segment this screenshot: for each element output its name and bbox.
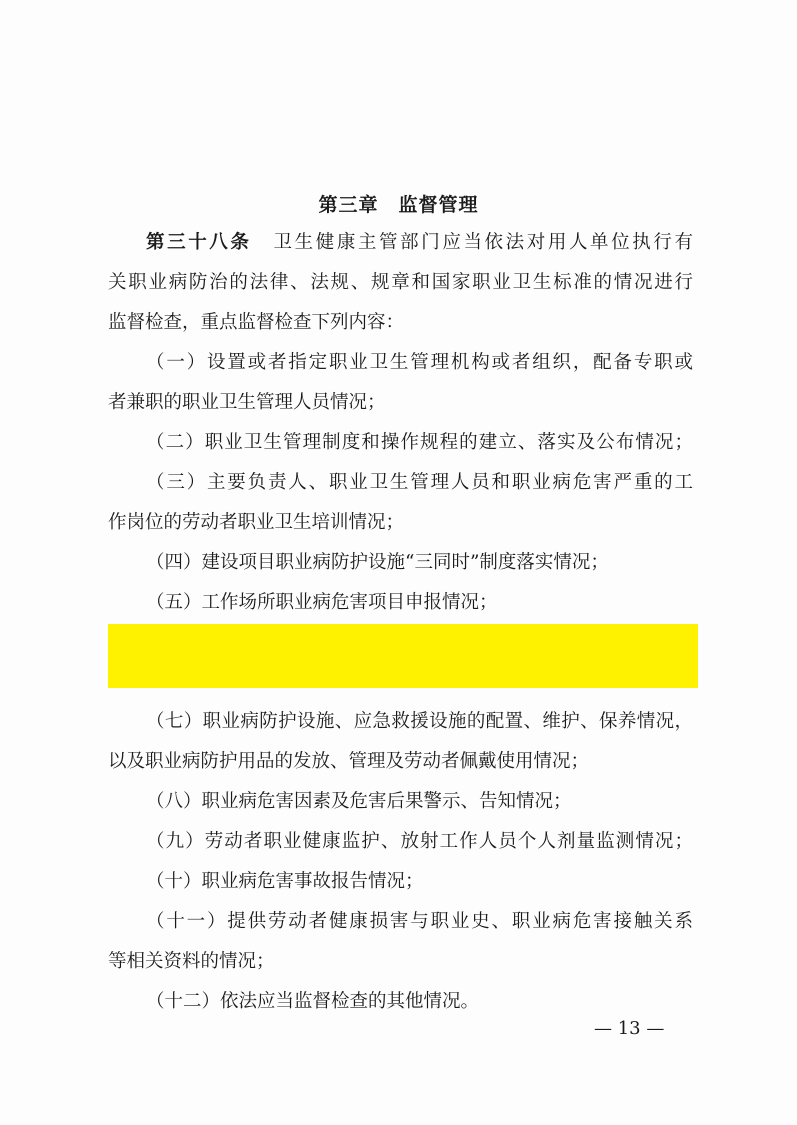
chapter-title: 第三章 监督管理: [318, 194, 479, 216]
item-7-line-2: 以及职业病防护用品的发放、管理及劳动者佩戴使用情况；: [108, 751, 590, 772]
article-intro-text-1: 卫生健康主管部门应当依法对用人单位执行有: [273, 232, 693, 253]
item-9: （九）劳动者职业健康监护、放射工作人员个人剂量监测情况；: [146, 831, 693, 852]
article-intro-line-2: 关职业病防治的法律、法规、规章和国家职业卫生标准的情况进行: [108, 272, 693, 293]
article-number: 第三十八条: [146, 232, 252, 253]
item-11-line-1: （十一）提供劳动者健康损害与职业史、职业病危害接触关系: [146, 911, 693, 932]
page-number: — 13 —: [594, 1018, 665, 1039]
item-1-line-2: 者兼职的职业卫生管理人员情况；: [108, 392, 386, 413]
item-3-line-1: （三）主要负责人、职业卫生管理人员和职业病危害严重的工: [146, 472, 693, 493]
item-11-line-2: 等相关资料的情况；: [108, 951, 275, 972]
item-10: （十）职业病危害事故报告情况；: [146, 871, 424, 892]
item-7-line-1: （七）职业病防护设施、应急救援设施的配置、维护、保养情况，: [146, 711, 693, 732]
item-8: （八）职业病危害因素及危害后果警示、告知情况；: [146, 791, 572, 812]
redaction-highlight: [108, 624, 698, 688]
item-12: （十二）依法应当监督检查的其他情况。: [146, 991, 480, 1012]
item-4: （四）建设项目职业病防护设施“三同时”制度落实情况；: [146, 552, 609, 573]
item-1-line-1: （一）设置或者指定职业卫生管理机构或者组织，配备专职或: [146, 352, 693, 373]
item-2: （二）职业卫生管理制度和操作规程的建立、落实及公布情况；: [146, 432, 693, 453]
article-intro-line-3: 监督检查，重点监督检查下列内容：: [108, 312, 405, 333]
item-5: （五）工作场所职业病危害项目申报情况；: [146, 592, 498, 613]
article-intro-line-1: [146, 232, 693, 254]
item-3-line-2: 作岗位的劳动者职业卫生培训情况；: [108, 512, 405, 533]
